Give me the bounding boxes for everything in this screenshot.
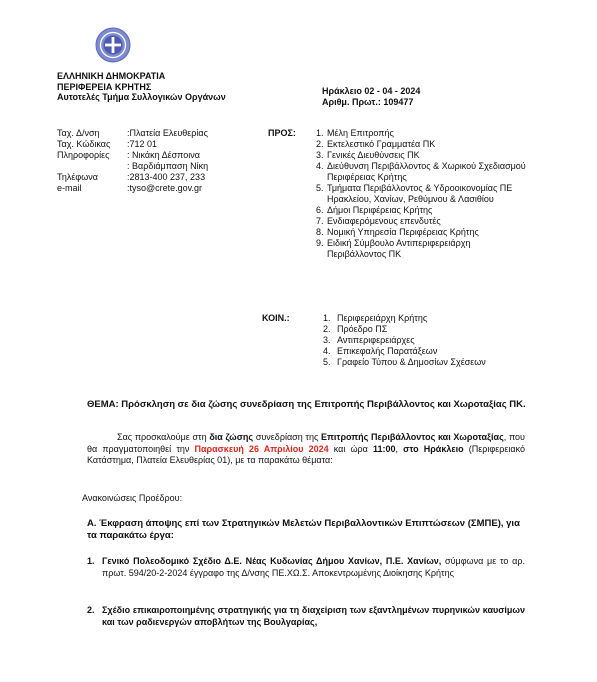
list-item (316, 216, 531, 227)
contact-value: : Νικάκη Δέσποινα (127, 150, 200, 160)
meeting-place: στο Ηράκλειο (403, 443, 464, 454)
list-item-number: 3. (316, 150, 324, 160)
list-item-text: Εκτελεστικό Γραμματέα ΠΚ (327, 139, 436, 149)
list-item-text: Περιφερειάρχη Κρήτης (337, 313, 428, 323)
contact-row (57, 128, 208, 139)
list-item (323, 313, 543, 324)
cc-label: ΚΟΙΝ.: (262, 313, 290, 323)
list-item-number: 7. (316, 216, 324, 226)
list-item (316, 139, 531, 150)
invitation-paragraph (87, 432, 525, 467)
list-item (323, 346, 543, 357)
committee-name: Επιτροπής Περιβάλλοντος και Χωροταξίας (321, 432, 504, 442)
list-item-text: Πρόεδρο ΠΣ (337, 324, 388, 334)
section-a-heading: Α. Έκφραση άποψης επί των Στρατηγικών Μελετών Περιβαλλοντικών Επιπτώσεων (ΣΜΠΕ), για τα παρακάτω έργα: (87, 518, 520, 541)
invite-text: , (395, 443, 404, 454)
list-item-number: 4. (323, 346, 331, 356)
list-item-number: 1. (316, 128, 324, 138)
invite-text: και ώρα (328, 443, 373, 454)
contact-label: Τηλέφωνα (57, 172, 98, 182)
contact-row (57, 161, 208, 172)
list-item-text: Γραφείο Τύπου & Δημοσίων Σχέσεων (337, 357, 486, 367)
list-item (316, 150, 531, 161)
contact-value: :2813-400 237, 233 (127, 172, 206, 182)
list-item (316, 227, 531, 238)
list-item-text: Γενικές Διευθύνσεις ΠΚ (327, 150, 420, 160)
list-item-text: Αντιπεριφερειάρχες (337, 335, 415, 345)
date-protocol-block (322, 86, 420, 108)
contact-label (57, 161, 127, 172)
invite-mode: δια ζώσης (209, 432, 254, 442)
list-item-text: Διεύθυνση Περιβάλλοντος & Χωρικού Σχεδιασμού Περιφέρειας Κρήτης (327, 161, 526, 182)
list-item-number: 8. (316, 227, 324, 237)
org-line-3: Αυτοτελές Τμήμα Συλλογικών Οργάνων (57, 92, 226, 102)
organization-header (57, 71, 226, 103)
contact-row (57, 172, 208, 183)
contact-email[interactable]: :tyso@crete.gov.gr (127, 183, 202, 193)
list-item (323, 335, 543, 346)
place-date: Ηράκλειο 02 - 04 - 2024 (322, 86, 421, 96)
contact-row (57, 183, 208, 194)
list-item-text: Επικεφαλής Παρατάξεων (337, 346, 438, 356)
recipients-label: ΠΡΟΣ: (268, 128, 296, 138)
list-item-number: 1. (323, 313, 331, 323)
contact-label: Πληροφορίες (57, 150, 110, 160)
topic-body (102, 605, 525, 628)
list-item-number: 2. (323, 324, 331, 334)
meeting-date: Παρασκευή 26 Απριλίου 2024 (194, 443, 329, 454)
invite-text: (Περιφερειακό Κατάστημα, Πλατεία Ελευθερίας 01), με τα παρακάτω θέματα: (87, 443, 525, 465)
list-item-text: Μέλη Επιτροπής (327, 128, 394, 138)
contact-label: Ταχ. Κώδικας (57, 139, 111, 149)
list-item (316, 183, 531, 205)
topic-details: σύμφωνα με το αρ. πρωτ. 594/20-2-2024 έγγραφο της Δ/νσης ΠΕ.ΧΩ.Σ. Αποκεντρωμένης Διοίκησης Κρήτης (102, 556, 525, 578)
topic-title: Σχέδιο επικαιροποιημένης στρατηγικής για τη διαχείριση των εξαντλημένων πυρηνικών καυσίμων και των ραδιενεργών αποβλήτων της Βουλγαρίας, (102, 605, 525, 627)
list-item-text: Ενδιαφερόμενους επενδυτές (327, 216, 441, 226)
protocol-number: Αριθμ. Πρωτ.: 109477 (322, 97, 414, 107)
invite-text: συνεδρίαση της (253, 432, 322, 442)
contact-label: e-mail (57, 183, 82, 193)
meeting-time: 11:00 (373, 443, 396, 454)
contact-value: :Πλατεία Ελευθερίας (127, 128, 208, 138)
contact-details (57, 128, 208, 194)
contact-row (57, 139, 208, 150)
list-item (316, 161, 531, 183)
list-item-number: 4. (316, 161, 324, 171)
list-item-number: 2. (316, 139, 324, 149)
list-item-text: Τμήματα Περιβάλλοντος & Υδροοικονομίας ΠΕ Ηρακλείου, Χανίων, Ρεθύμνου & Λασιθίου (327, 183, 513, 204)
topic-item-1 (87, 556, 525, 579)
topic-item-2 (87, 605, 525, 628)
list-item (323, 324, 543, 335)
recipients-list (316, 128, 531, 260)
list-item-number: 9. (316, 238, 324, 248)
list-item (316, 128, 531, 139)
org-line-2: ΠΕΡΙΦΕΡΕΙΑ ΚΡΗΤΗΣ (57, 81, 152, 92)
contact-value: :712 01 (127, 139, 158, 149)
topic-title: Γενικό Πολεοδομικό Σχέδιο Δ.Ε. Νέας Κυδωνίας Δήμου Χανίων, Π.Ε. Χανίων, (102, 556, 442, 566)
list-item (323, 357, 543, 368)
cc-list (323, 313, 543, 368)
list-item-text: Ειδική Σύμβουλο Αντιπεριφερειάρχη Περιβάλλοντος ΠΚ (327, 238, 471, 259)
list-item-text: Δήμοι Περιφέρειας Κρήτης (327, 205, 433, 215)
list-item-number: 6. (316, 205, 324, 215)
contact-value: : Βαρδιάμπαση Νίκη (127, 161, 209, 171)
topic-number: 1. (87, 556, 95, 566)
org-line-1: ΕΛΛΗΝΙΚΗ ΔΗΜΟΚΡΑΤΙΑ (57, 71, 166, 81)
list-item-text: Νομική Υπηρεσία Περιφέρειας Κρήτης (327, 227, 479, 237)
topic-body (102, 556, 525, 579)
topic-number: 2. (87, 605, 95, 615)
subject-line: ΘΕΜΑ: Πρόσκληση σε δια ζώσης συνεδρίαση της Επιτροπής Περιβάλλοντος και Χωροταξίας ΠΚ. (87, 399, 526, 410)
list-item (316, 205, 531, 216)
announcements-heading: Ανακοινώσεις Προέδρου: (82, 493, 183, 503)
contact-label: Ταχ. Δ/νση (57, 128, 100, 138)
list-item (316, 238, 531, 260)
greek-emblem-icon (95, 27, 131, 63)
list-item-number: 3. (323, 335, 331, 345)
list-item-number: 5. (316, 183, 324, 193)
invite-text: , που θα πραγματοποιηθεί την (87, 432, 525, 454)
list-item-number: 5. (323, 357, 331, 367)
invite-text: Σας προσκαλούμε στη (117, 432, 210, 442)
contact-row (57, 150, 208, 161)
